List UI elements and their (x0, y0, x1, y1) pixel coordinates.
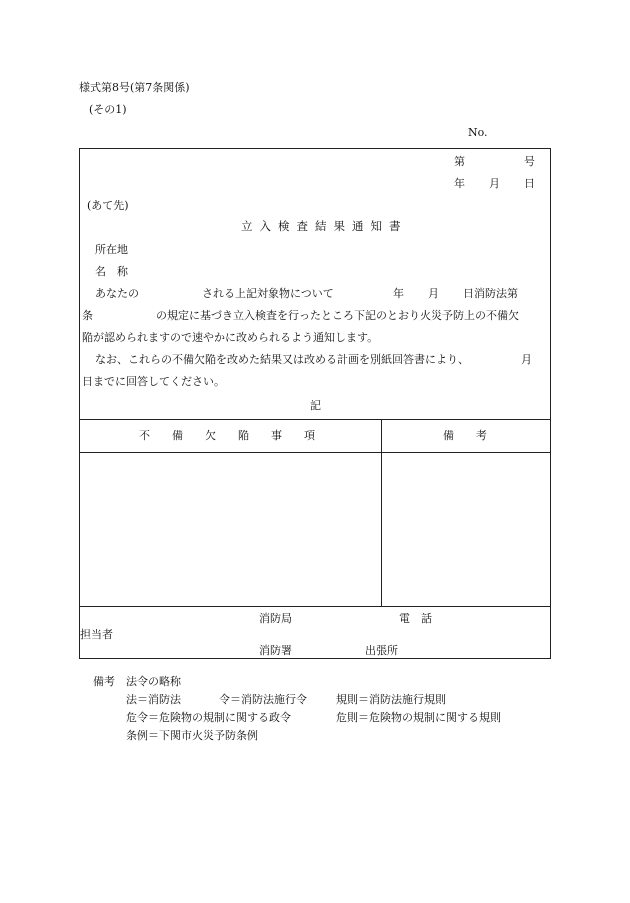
notes-heading: 備考 (93, 675, 115, 688)
remarks-column-header: 備 考 (443, 429, 487, 442)
body-line1-d: 月 (428, 287, 439, 300)
ki-label: 記 (310, 399, 321, 412)
table-header-divider (79, 452, 551, 453)
table-bottom-divider (79, 606, 551, 607)
date-month-label: 月 (489, 177, 500, 190)
body-line1-c: 年 (393, 287, 404, 300)
part-label: (その1) (89, 103, 127, 116)
notes-line3: 条例＝下関市火災予防条例 (126, 729, 258, 742)
fire-station-label: 消防署 (259, 644, 292, 657)
form-number-label: 様式第8号(第7条関係) (79, 81, 190, 94)
body-line2-b: の規定に基づき立入検査を行ったところ下記のとおり火災予防上の不備欠 (156, 309, 519, 322)
date-year-label: 年 (454, 177, 465, 190)
addressee-label: (あて先) (87, 199, 129, 212)
body-line3: 陥が認められますので速やかに改められるよう通知します。 (82, 331, 379, 344)
name-label: 名 称 (95, 265, 128, 278)
body-line1-a: あなたの (95, 287, 139, 300)
branch-office-label: 出張所 (365, 644, 398, 657)
table-top-divider (79, 419, 551, 420)
issue-dai-label: 第 (454, 155, 465, 168)
notes-line2-b: 危則＝危険物の規制に関する規則 (336, 711, 501, 724)
notes-line1-c: 規則＝消防法施行規則 (336, 693, 446, 706)
defects-column-header: 不 備 欠 陥 事 項 (139, 429, 315, 442)
body-line4-a: なお、これらの不備欠陥を改めた結果又は改める計画を別紙回答書により、 (95, 353, 469, 366)
fire-department-label: 消防局 (259, 612, 292, 625)
date-day-label: 日 (524, 177, 535, 190)
body-line2-a: 条 (82, 309, 93, 322)
document-title: 立入検査結果通知書 (241, 219, 408, 233)
table-column-divider (381, 419, 382, 606)
body-line4-b: 月 (521, 353, 532, 366)
notes-abbreviation-heading: 法令の略称 (126, 675, 181, 688)
notes-line2-a: 危令＝危険物の規制に関する政令 (126, 711, 291, 724)
issue-go-label: 号 (524, 155, 535, 168)
person-in-charge-label: 担当者 (80, 628, 113, 641)
body-line5: 日までに回答してください。 (82, 375, 225, 388)
location-label: 所在地 (95, 243, 128, 256)
notes-line1-a: 法＝消防法 (126, 693, 181, 706)
phone-label: 電 話 (399, 612, 432, 625)
number-label: No. (468, 126, 488, 139)
body-line1-e: 日消防法第 (463, 287, 518, 300)
notes-line1-b: 令＝消防法施行令 (219, 693, 307, 706)
body-line1-b: される上記対象物について (202, 287, 334, 300)
